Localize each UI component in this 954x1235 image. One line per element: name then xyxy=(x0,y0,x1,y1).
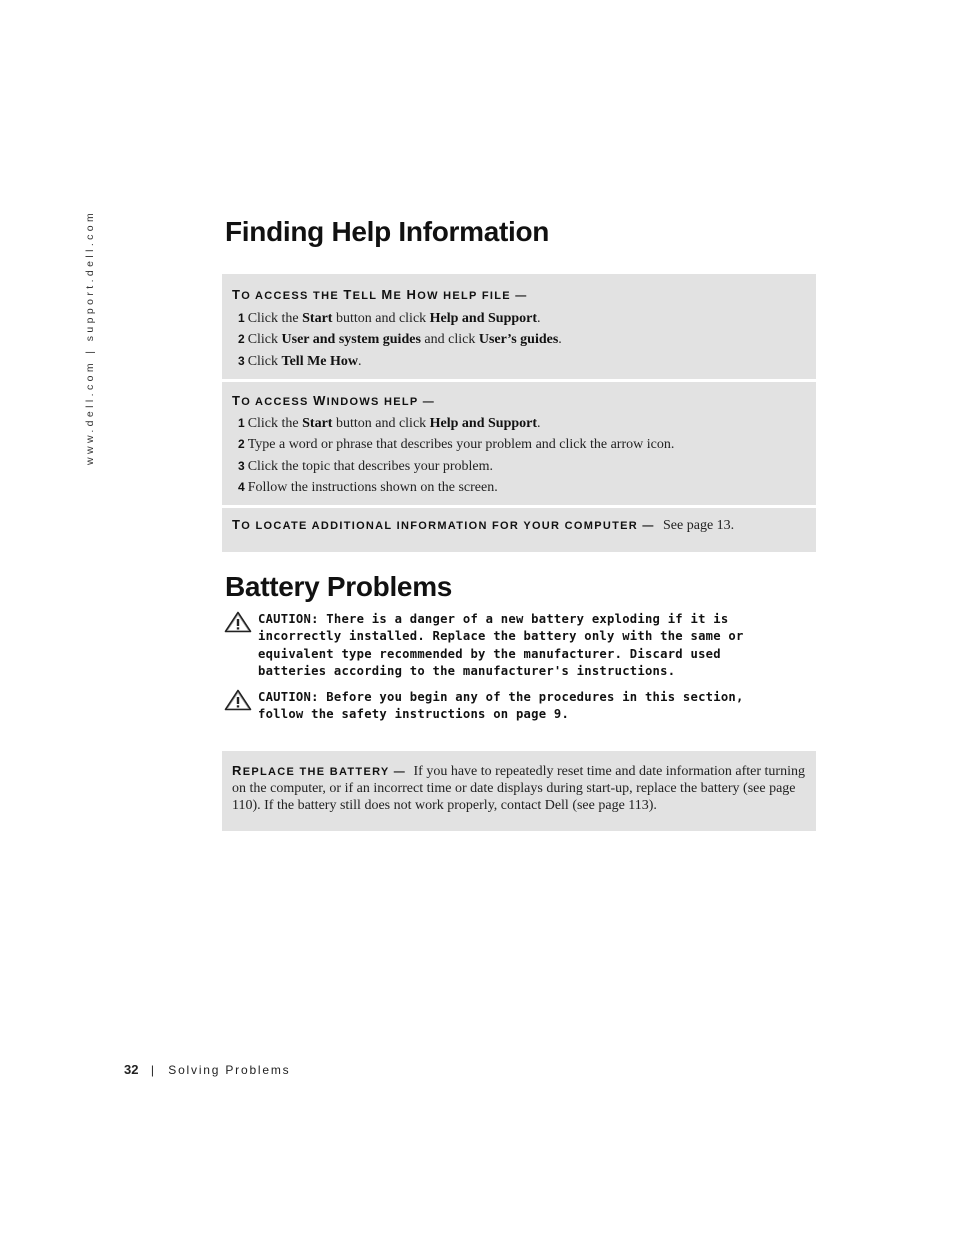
page-footer xyxy=(124,1062,290,1077)
step-emphasis: Help and Support xyxy=(429,311,538,326)
heading-segment: T xyxy=(343,287,353,302)
step-number: 2 xyxy=(238,332,245,347)
step-item xyxy=(238,413,806,434)
box-inline-text: See page 13. xyxy=(663,518,735,533)
warning-triangle-icon xyxy=(224,689,252,711)
caution-text: CAUTION: There is a danger of a new battery exploding if it is incorrectly installed. Replace the battery only with the same or equivalent type recommended by the manufacturer. Discard used batteries according to the manufacturer's instructions. xyxy=(258,612,744,678)
caution-text: CAUTION: Before you begin any of the procedures in this section, follow the safety instructions on page 9. xyxy=(258,690,744,722)
step-text: button and click xyxy=(332,311,430,326)
step-emphasis: Tell Me How xyxy=(281,353,359,369)
heading-segment: T xyxy=(232,393,242,408)
heading-segment: W xyxy=(313,393,327,408)
step-emphasis: User’s guides xyxy=(478,332,559,348)
step-text: . xyxy=(358,353,362,369)
section-title-finding-help: Finding Help Information xyxy=(225,216,550,247)
help-box-windows-help xyxy=(222,382,816,505)
heading-segment: O ACCESS THE xyxy=(241,290,344,302)
heading-segment: T xyxy=(232,517,242,532)
step-text: and click xyxy=(420,332,479,348)
heading-segment: T xyxy=(232,287,242,302)
heading-segment: M xyxy=(381,287,394,302)
section-title-battery-problems: Battery Problems xyxy=(225,571,453,602)
heading-segment: R xyxy=(232,763,243,778)
step-text: . xyxy=(558,332,562,348)
steps-list xyxy=(238,413,806,498)
step-item xyxy=(238,456,806,477)
heading-segment: H xyxy=(406,287,418,302)
sidebar-url: www.dell.com | support.dell.com xyxy=(84,209,96,465)
box-heading xyxy=(232,518,806,533)
step-emphasis: Help and Support xyxy=(429,416,538,431)
heading-segment: O LOCATE ADDITIONAL INFORMATION FOR YOUR COMPUTER — xyxy=(241,520,655,532)
caution-notice xyxy=(224,689,794,724)
step-emphasis: Start xyxy=(302,416,333,431)
step-number: 1 xyxy=(238,416,245,430)
step-item xyxy=(238,308,806,329)
step-text: Follow the instructions shown on the screen. xyxy=(247,479,498,495)
heading-segment: INDOWS HELP — xyxy=(326,396,436,408)
footer-section-name: Solving Problems xyxy=(168,1063,291,1077)
caution-notice xyxy=(224,611,794,680)
step-number: 4 xyxy=(238,479,245,494)
box-heading xyxy=(232,394,806,409)
warning-triangle-icon xyxy=(224,611,252,633)
box-heading-label xyxy=(232,763,407,778)
step-number: 1 xyxy=(238,311,245,325)
step-emphasis: Start xyxy=(302,311,333,326)
box-inline-text: If you have to repeatedly reset time and date information after turning on the computer, or if an incorrect time or date displays during start-up, replace the battery (see page 110). If the battery still does not work properly, contact Dell (see page 113). xyxy=(232,764,805,813)
step-text: . xyxy=(537,311,541,326)
step-item xyxy=(238,477,806,498)
box-paragraph xyxy=(232,763,806,814)
step-text: . xyxy=(537,416,541,431)
step-text: Click the xyxy=(247,311,303,326)
heading-segment: E xyxy=(393,290,407,302)
step-text: Click xyxy=(247,332,282,348)
step-number: 3 xyxy=(238,458,245,473)
heading-segment: ELL xyxy=(352,290,382,302)
step-text: button and click xyxy=(332,416,430,431)
footer-separator: | xyxy=(150,1063,154,1077)
heading-segment: O ACCESS xyxy=(241,396,314,408)
help-box-tell-me-how xyxy=(222,274,816,379)
steps-list xyxy=(238,308,806,372)
step-item xyxy=(238,434,806,455)
step-item xyxy=(238,329,806,350)
help-box-additional-info xyxy=(222,508,816,552)
heading-segment: EPLACE THE BATTERY — xyxy=(242,766,407,778)
box-heading xyxy=(232,288,806,303)
step-number: 2 xyxy=(238,437,245,452)
step-number: 3 xyxy=(238,353,245,368)
page-number: 32 xyxy=(124,1062,139,1077)
help-box-replace-battery xyxy=(222,751,816,831)
step-text: Click xyxy=(247,353,282,369)
step-text: Click the xyxy=(247,416,303,431)
step-text: Click the topic that describes your problem. xyxy=(247,458,494,474)
box-heading-label xyxy=(232,517,655,532)
step-text: Type a word or phrase that describes your problem and click the arrow icon. xyxy=(247,437,675,453)
step-emphasis: User and system guides xyxy=(281,332,421,348)
step-item xyxy=(238,351,806,372)
heading-segment: OW HELP FILE — xyxy=(417,290,528,302)
